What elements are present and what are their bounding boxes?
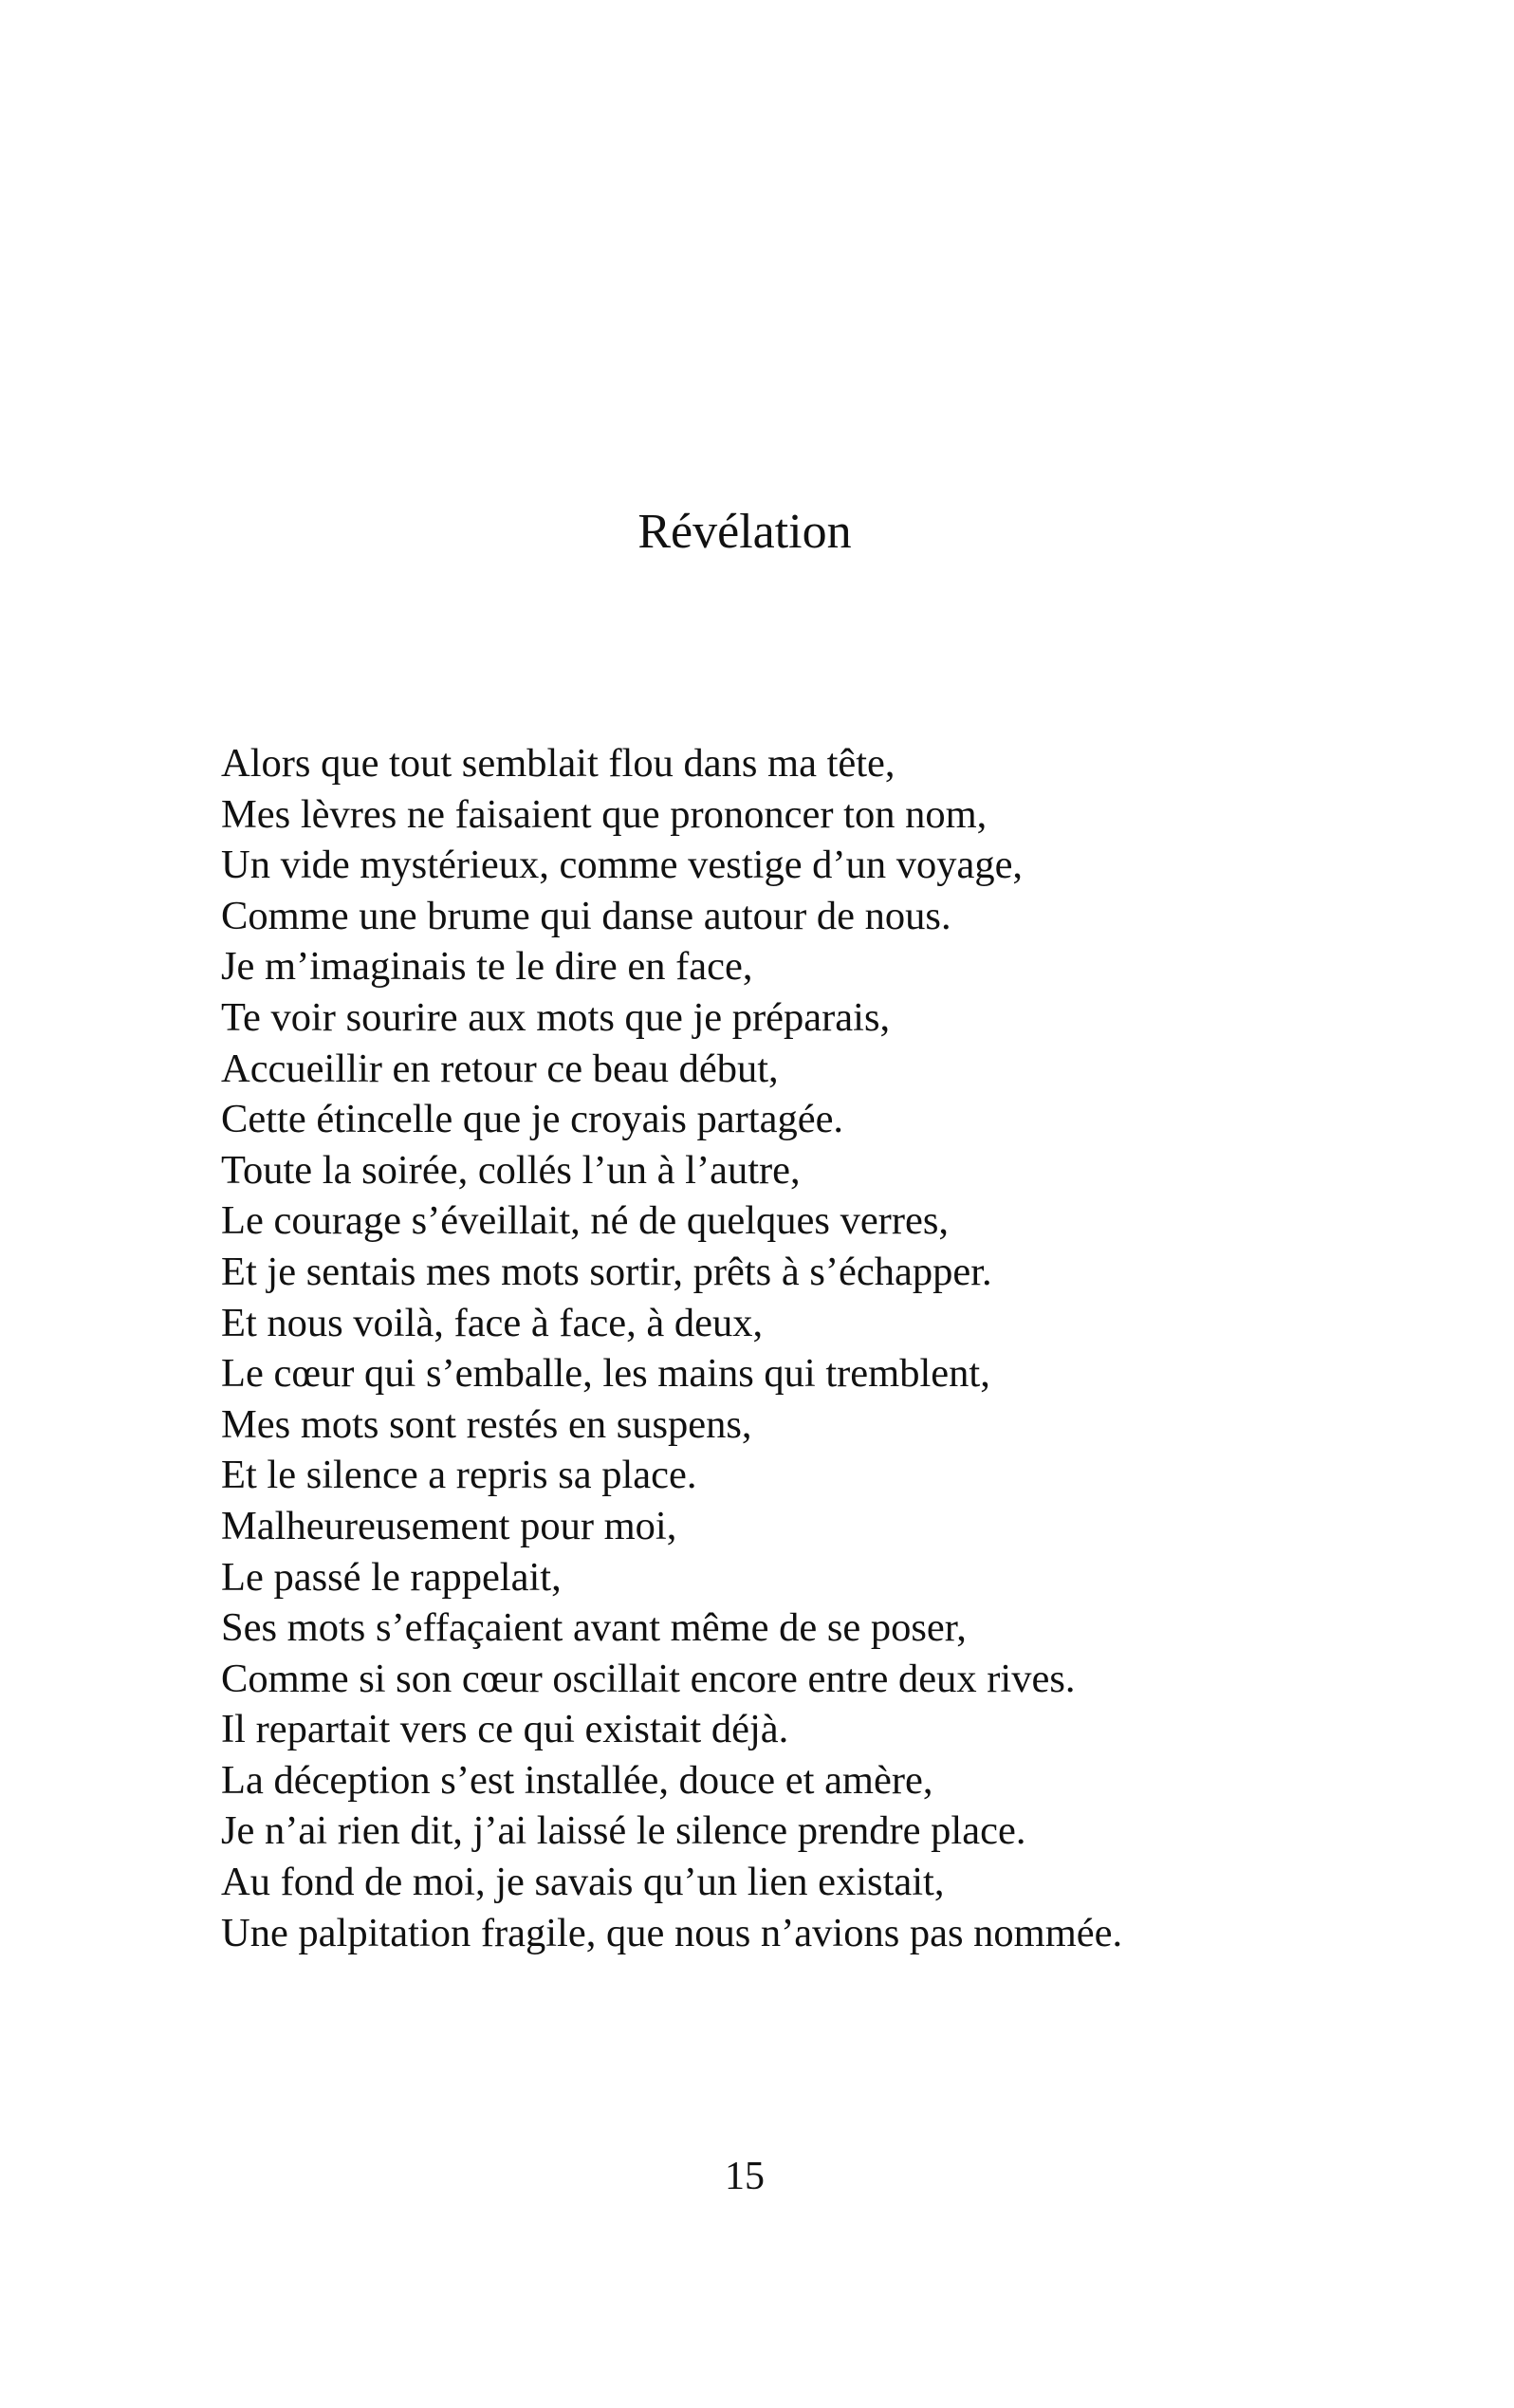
verse-line: Et nous voilà, face à face, à deux,	[221, 1300, 764, 1345]
verse-line: Le courage s’éveillait, né de quelques verres,	[221, 1198, 950, 1244]
verse-line: Comme si son cœur oscillait encore entre deux rives.	[221, 1656, 1076, 1701]
verse-line: Mes lèvres ne faisaient que prononcer ton nom,	[221, 791, 988, 837]
verse-line: Je m’imaginais te le dire en face,	[221, 944, 753, 990]
verse-line: Et je sentais mes mots sortir, prêts à s’échapper.	[221, 1249, 992, 1294]
verse-line: Cette étincelle que je croyais partagée.	[221, 1097, 844, 1142]
verse-line: Je n’ai rien dit, j’ai laissé le silence prendre place.	[221, 1808, 1026, 1854]
verse-line: Et le silence a repris sa place.	[221, 1453, 697, 1498]
verse-line: Une palpitation fragile, que nous n’avions pas nommée.	[221, 1910, 1123, 1955]
verse-line: Un vide mystérieux, comme vestige d’un voyage,	[221, 843, 1024, 888]
page-number: 15	[725, 2155, 765, 2198]
verse-line: Accueillir en retour ce beau début,	[221, 1046, 779, 1091]
verse-line: Alors que tout semblait flou dans ma tête,	[221, 741, 895, 786]
verse-line: Toute la soirée, collés l’un à l’autre,	[221, 1147, 801, 1193]
verse-line: Mes mots sont restés en suspens,	[221, 1401, 752, 1447]
verse-line: Il repartait vers ce qui existait déjà.	[221, 1707, 789, 1752]
verse-line: Malheureusement pour moi,	[221, 1503, 677, 1548]
verse-line: Ses mots s’effaçaient avant même de se poser,	[221, 1605, 967, 1651]
verse-line: Te voir sourire aux mots que je préparais,	[221, 994, 891, 1040]
verse-line: Au fond de moi, je savais qu’un lien existait,	[221, 1860, 945, 1905]
poem-verses	[221, 738, 1454, 1958]
verse-line: La déception s’est installée, douce et amère,	[221, 1757, 933, 1803]
verse-line: Le passé le rappelait,	[221, 1554, 562, 1600]
poem-title: Révélation	[637, 505, 852, 559]
verse-line: Le cœur qui s’emballe, les mains qui tremblent,	[221, 1351, 990, 1397]
verse-line: Comme une brume qui danse autour de nous.	[221, 893, 951, 938]
